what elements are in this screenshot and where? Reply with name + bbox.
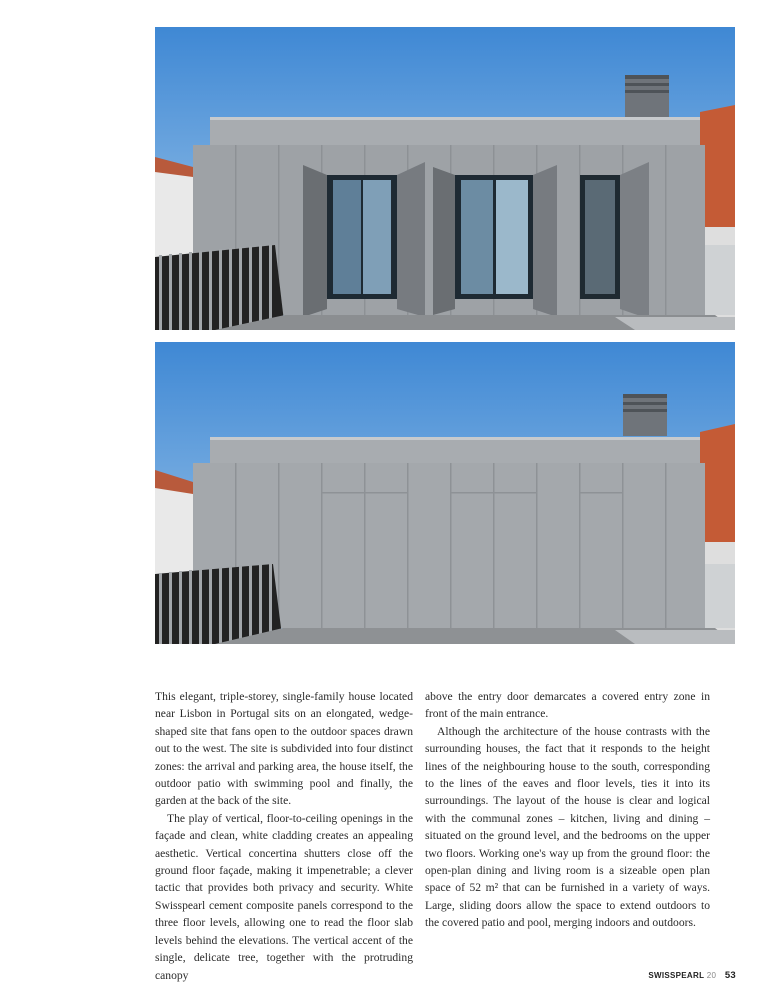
article-paragraph: The play of vertical, floor-to-ceiling openings in the façade and clean, white cladding creates an appealing aesthetic. Vertical concertina shutters close off the ground floor façade, making it impenetrable; a clever tactic that provides both privacy and security. White Swisspearl cement composite panels correspond to the three floor levels, allowing one to read the floor slab levels behind the elevations. The vertical accent of the single, delicate tree, together with the protruding canopy (155, 811, 413, 982)
article-paragraph: This elegant, triple-storey, single-family house located near Lisbon in Portugal sits on an elongated, wedge-shaped site that fans open to the outdoor spaces drawn out to the west. The site is subdivided into four distinct zones: the arrival and parking area, the house itself, the outdoor patio with swimming pool and finally, the garden at the back of the site. (155, 690, 413, 808)
page-number: 53 (724, 970, 736, 981)
photo-facade-open-shutters (155, 27, 735, 330)
footer-brand: SWISSPEARL (648, 971, 705, 980)
photo-facade-closed-shutters (155, 342, 735, 644)
article-column-left (155, 688, 413, 984)
article-paragraph: above the entry door demarcates a covered entry zone in front of the main entrance. (425, 690, 710, 721)
footer-issue: 20 (706, 971, 717, 980)
article-column-right (425, 688, 710, 932)
article-paragraph: Although the architecture of the house contrasts with the surrounding houses, the fact that it responds to the height lines of the neighbouring house to the south, corresponding to the lines of the eaves and floor levels, ties it into its surroundings. The layout of the house is clear and logical with the communal zones – kitchen, living and dining – situated on the ground level, and the bedrooms on the upper two floors. Working one's way up from the ground floor: the open-plan dining and living room is a sizeable open plan space of 52 m² that can be furnished in a variety of ways. Large, sliding doors allow the space to extend outdoors to the covered patio and pool, merging indoors and outdoors. (425, 724, 710, 930)
page-footer (648, 970, 736, 981)
